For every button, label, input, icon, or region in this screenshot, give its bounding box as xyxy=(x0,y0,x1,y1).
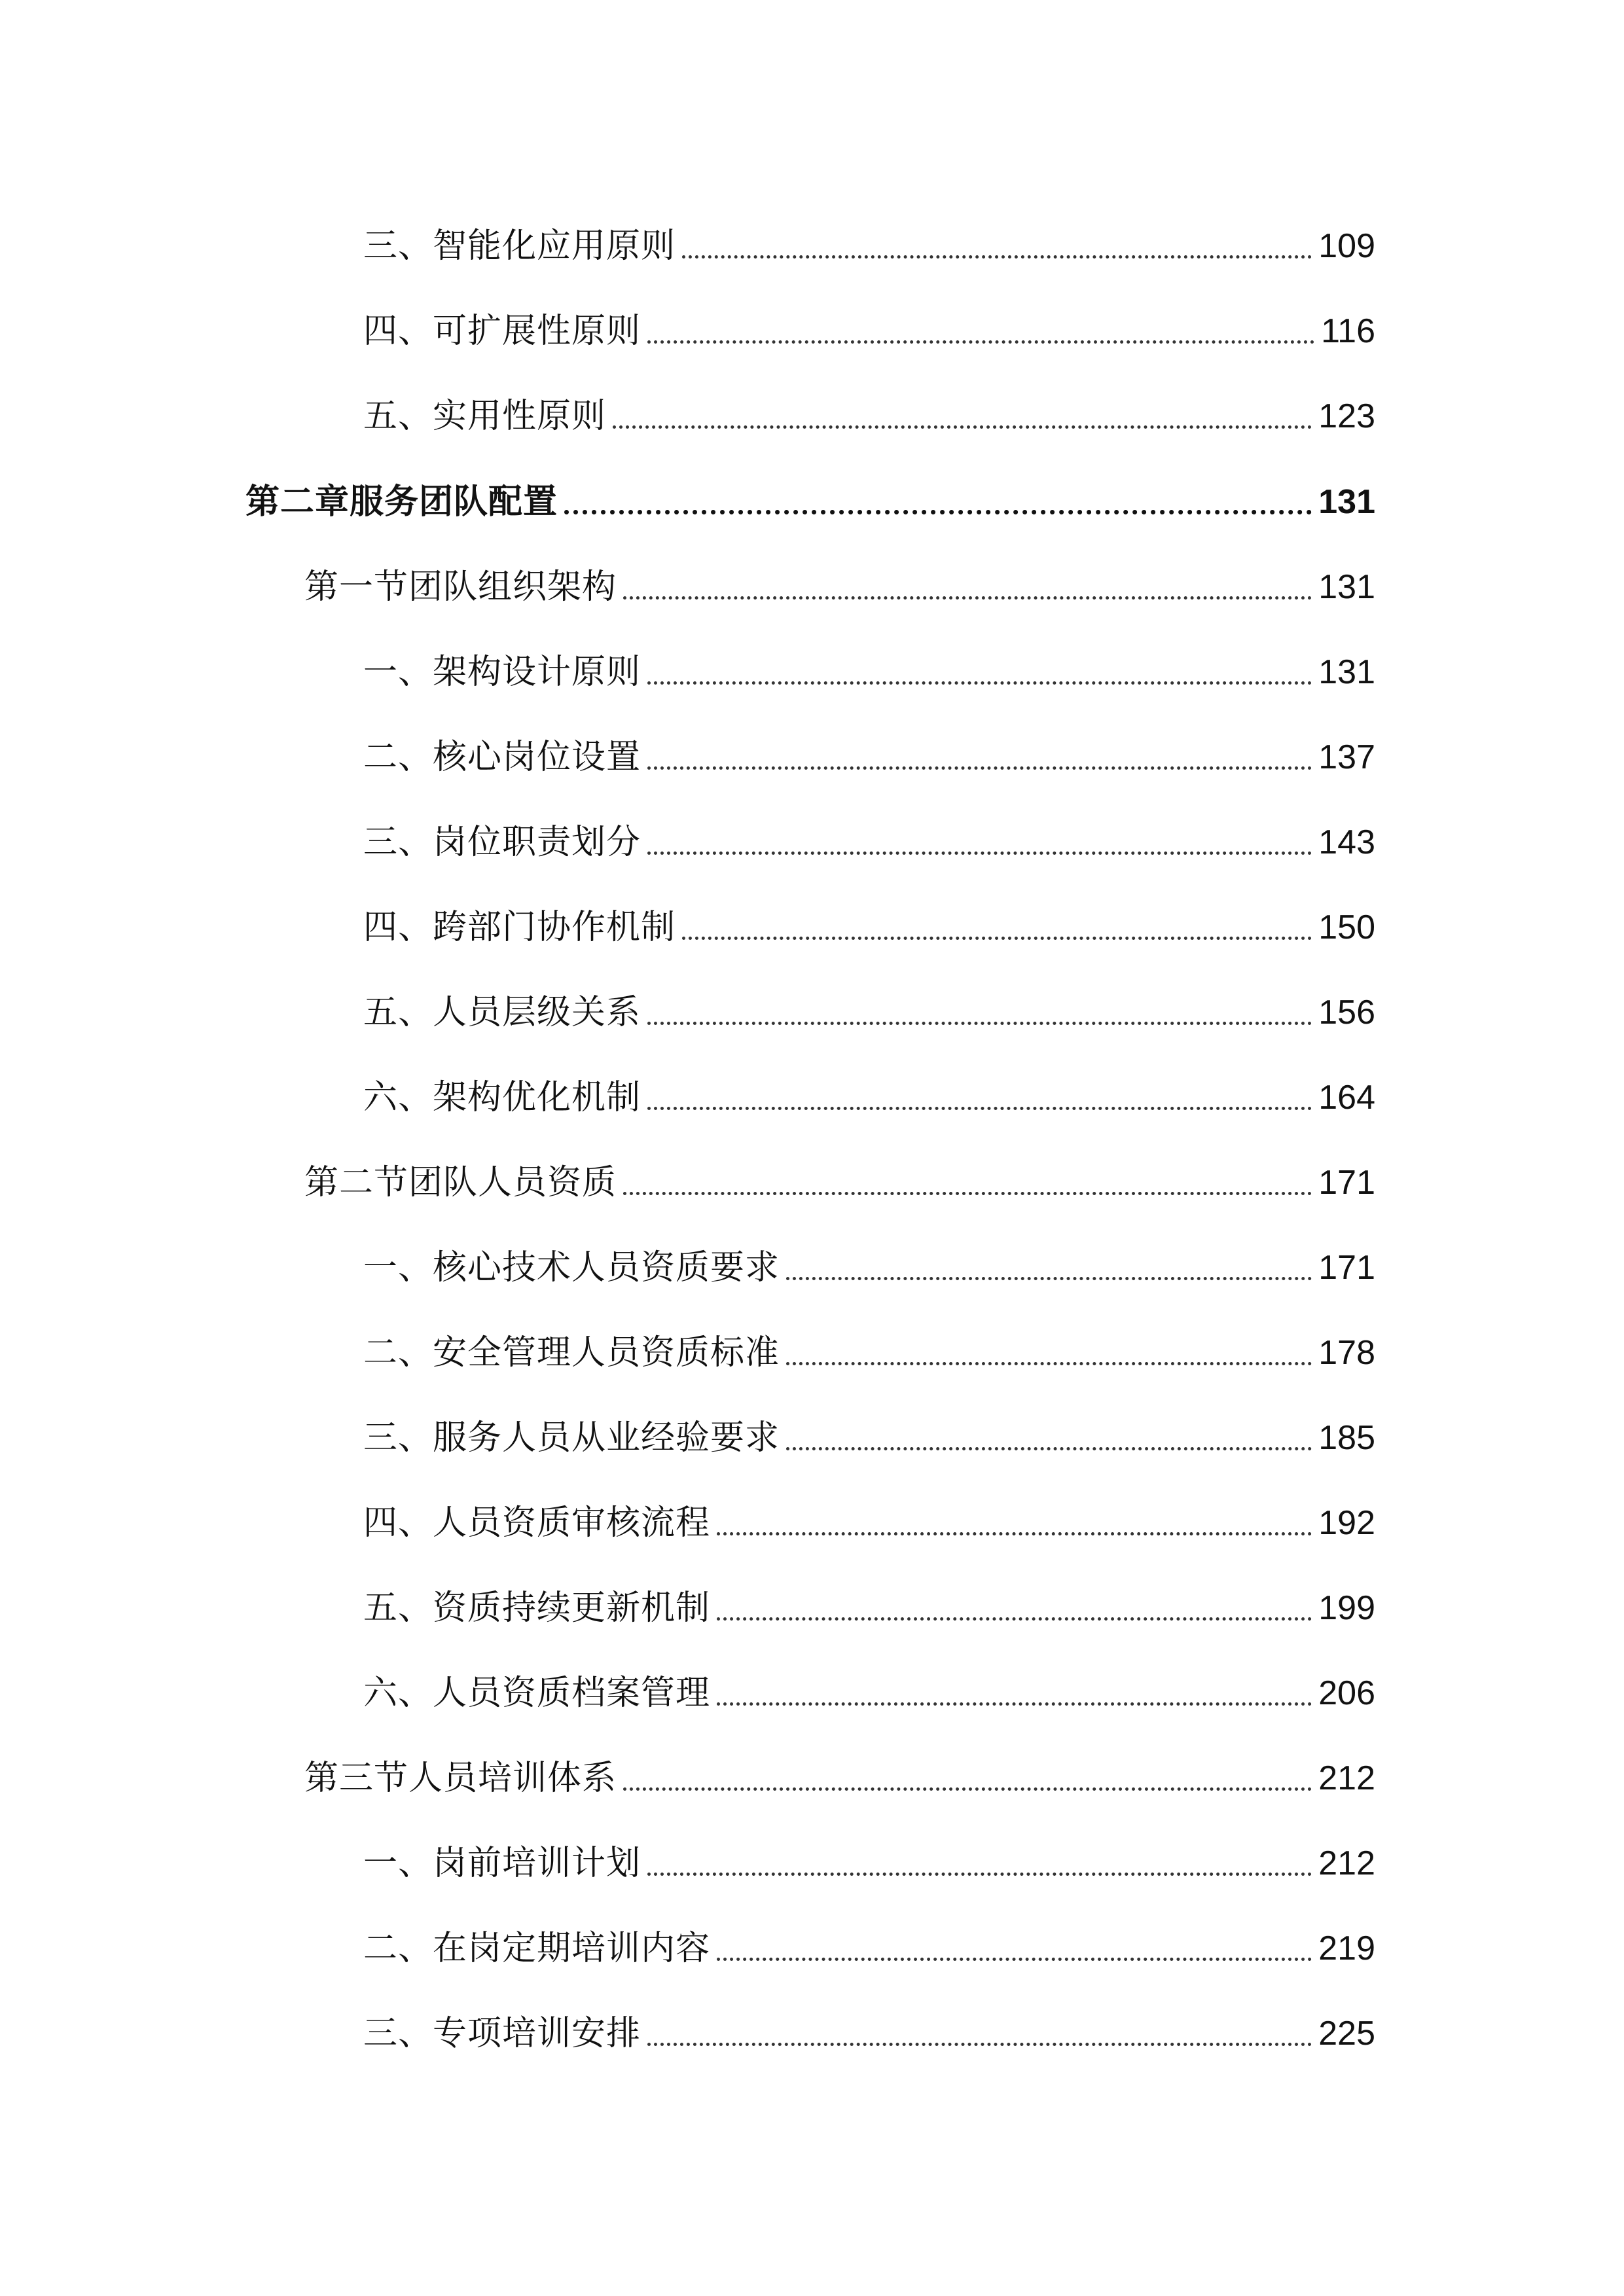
toc-entry[interactable] xyxy=(363,805,1375,864)
toc-entry-title: 二、安全管理人员资质标准 xyxy=(363,1333,780,1372)
toc-dot-leader xyxy=(786,1362,1312,1365)
toc-entry-title: 第三节人员培训体系 xyxy=(304,1759,617,1798)
toc-dot-leader xyxy=(623,1192,1312,1195)
toc-chapter-entry[interactable] xyxy=(245,465,1375,524)
toc-page-number: 131 xyxy=(1318,483,1375,521)
toc-page-number: 156 xyxy=(1318,994,1375,1031)
toc-entry[interactable] xyxy=(363,1060,1375,1119)
toc-entry[interactable] xyxy=(363,1316,1375,1374)
toc-entry[interactable] xyxy=(363,1911,1375,1970)
toc-entry[interactable] xyxy=(363,635,1375,694)
toc-section-entry[interactable] xyxy=(304,1741,1375,1800)
toc-page-number: 123 xyxy=(1318,397,1375,435)
toc-dot-leader xyxy=(786,1447,1312,1450)
toc-dot-leader xyxy=(647,681,1312,685)
toc-entry-title: 三、岗位职责划分 xyxy=(363,823,641,862)
toc-dot-leader xyxy=(717,1617,1312,1621)
toc-page-number: 171 xyxy=(1318,1249,1375,1287)
toc-entry-title: 四、人员资质审核流程 xyxy=(363,1503,711,1543)
toc-page-number: 143 xyxy=(1318,823,1375,861)
toc-entry-title: 三、智能化应用原则 xyxy=(363,226,676,266)
toc-page-number: 212 xyxy=(1318,1844,1375,1882)
toc-dot-leader xyxy=(623,596,1312,600)
toc-dot-leader xyxy=(564,510,1312,514)
toc-dot-leader xyxy=(682,937,1312,940)
toc-page-number: 225 xyxy=(1318,2015,1375,2053)
toc-entry[interactable] xyxy=(363,1996,1375,2055)
toc-page-number: 192 xyxy=(1318,1504,1375,1542)
toc-entry[interactable] xyxy=(363,1656,1375,1715)
toc-entry[interactable] xyxy=(363,1571,1375,1630)
toc-entry-title: 六、人员资质档案管理 xyxy=(363,1674,711,1713)
toc-entry-title: 四、可扩展性原则 xyxy=(363,312,641,351)
toc-page-number: 150 xyxy=(1318,908,1375,946)
toc-page-number: 185 xyxy=(1318,1419,1375,1457)
toc-dot-leader xyxy=(647,852,1312,855)
toc-entry-title: 第二章服务团队配置 xyxy=(245,482,558,522)
toc-dot-leader xyxy=(717,1958,1312,1961)
toc-dot-leader xyxy=(682,255,1312,259)
toc-section-entry[interactable] xyxy=(304,1145,1375,1204)
toc-page-number: 171 xyxy=(1318,1164,1375,1202)
toc-entry[interactable] xyxy=(363,1486,1375,1545)
toc-page-number: 116 xyxy=(1321,312,1375,350)
toc-entry[interactable] xyxy=(363,720,1375,779)
toc-page-number: 137 xyxy=(1318,738,1375,776)
toc-page-number: 131 xyxy=(1318,568,1375,606)
toc-entry[interactable] xyxy=(363,975,1375,1034)
toc-entry[interactable] xyxy=(363,379,1375,438)
toc-entry-title: 二、核心岗位设置 xyxy=(363,738,641,777)
toc-dot-leader xyxy=(647,1107,1312,1110)
toc-section-entry[interactable] xyxy=(304,550,1375,609)
toc-entry-title: 第一节团队组织架构 xyxy=(304,567,617,607)
toc-dot-leader xyxy=(647,2043,1312,2046)
toc-dot-leader xyxy=(717,1532,1312,1535)
toc-dot-leader xyxy=(717,1702,1312,1706)
toc-entry[interactable] xyxy=(363,294,1375,353)
toc-dot-leader xyxy=(647,1022,1312,1025)
toc-entry[interactable] xyxy=(363,1826,1375,1885)
toc-entry[interactable] xyxy=(363,1401,1375,1460)
toc-entry[interactable] xyxy=(363,209,1375,268)
toc-entry-title: 五、资质持续更新机制 xyxy=(363,1588,711,1628)
toc-entry-title: 五、人员层级关系 xyxy=(363,993,641,1032)
toc-page-number: 131 xyxy=(1318,653,1375,691)
toc-entry-title: 一、岗前培训计划 xyxy=(363,1844,641,1883)
toc-dot-leader xyxy=(647,1873,1312,1876)
toc-page-number: 219 xyxy=(1318,1929,1375,1967)
toc-entry-title: 二、在岗定期培训内容 xyxy=(363,1929,711,1968)
toc-entry-title: 三、服务人员从业经验要求 xyxy=(363,1418,780,1458)
toc-dot-leader xyxy=(647,766,1312,770)
toc-entry-title: 三、专项培训安排 xyxy=(363,2014,641,2053)
toc-page-number: 109 xyxy=(1318,227,1375,265)
toc-page-number: 206 xyxy=(1318,1674,1375,1712)
toc-entry-title: 五、实用性原则 xyxy=(363,397,607,436)
toc-dot-leader xyxy=(623,1787,1312,1791)
toc-dot-leader xyxy=(647,340,1314,344)
toc-dot-leader xyxy=(786,1277,1312,1280)
toc-page-number: 178 xyxy=(1318,1334,1375,1372)
toc-page-number: 164 xyxy=(1318,1079,1375,1117)
toc-entry-title: 一、架构设计原则 xyxy=(363,653,641,692)
toc-page-number: 199 xyxy=(1318,1589,1375,1627)
toc-entry-title: 第二节团队人员资质 xyxy=(304,1163,617,1202)
toc-entry[interactable] xyxy=(363,890,1375,949)
toc-dot-leader xyxy=(613,425,1312,429)
toc-page-number: 212 xyxy=(1318,1759,1375,1797)
toc-entry-title: 六、架构优化机制 xyxy=(363,1078,641,1117)
toc-entry-title: 一、核心技术人员资质要求 xyxy=(363,1248,780,1287)
toc-entry[interactable] xyxy=(363,1230,1375,1289)
toc-entry-title: 四、跨部门协作机制 xyxy=(363,908,676,947)
